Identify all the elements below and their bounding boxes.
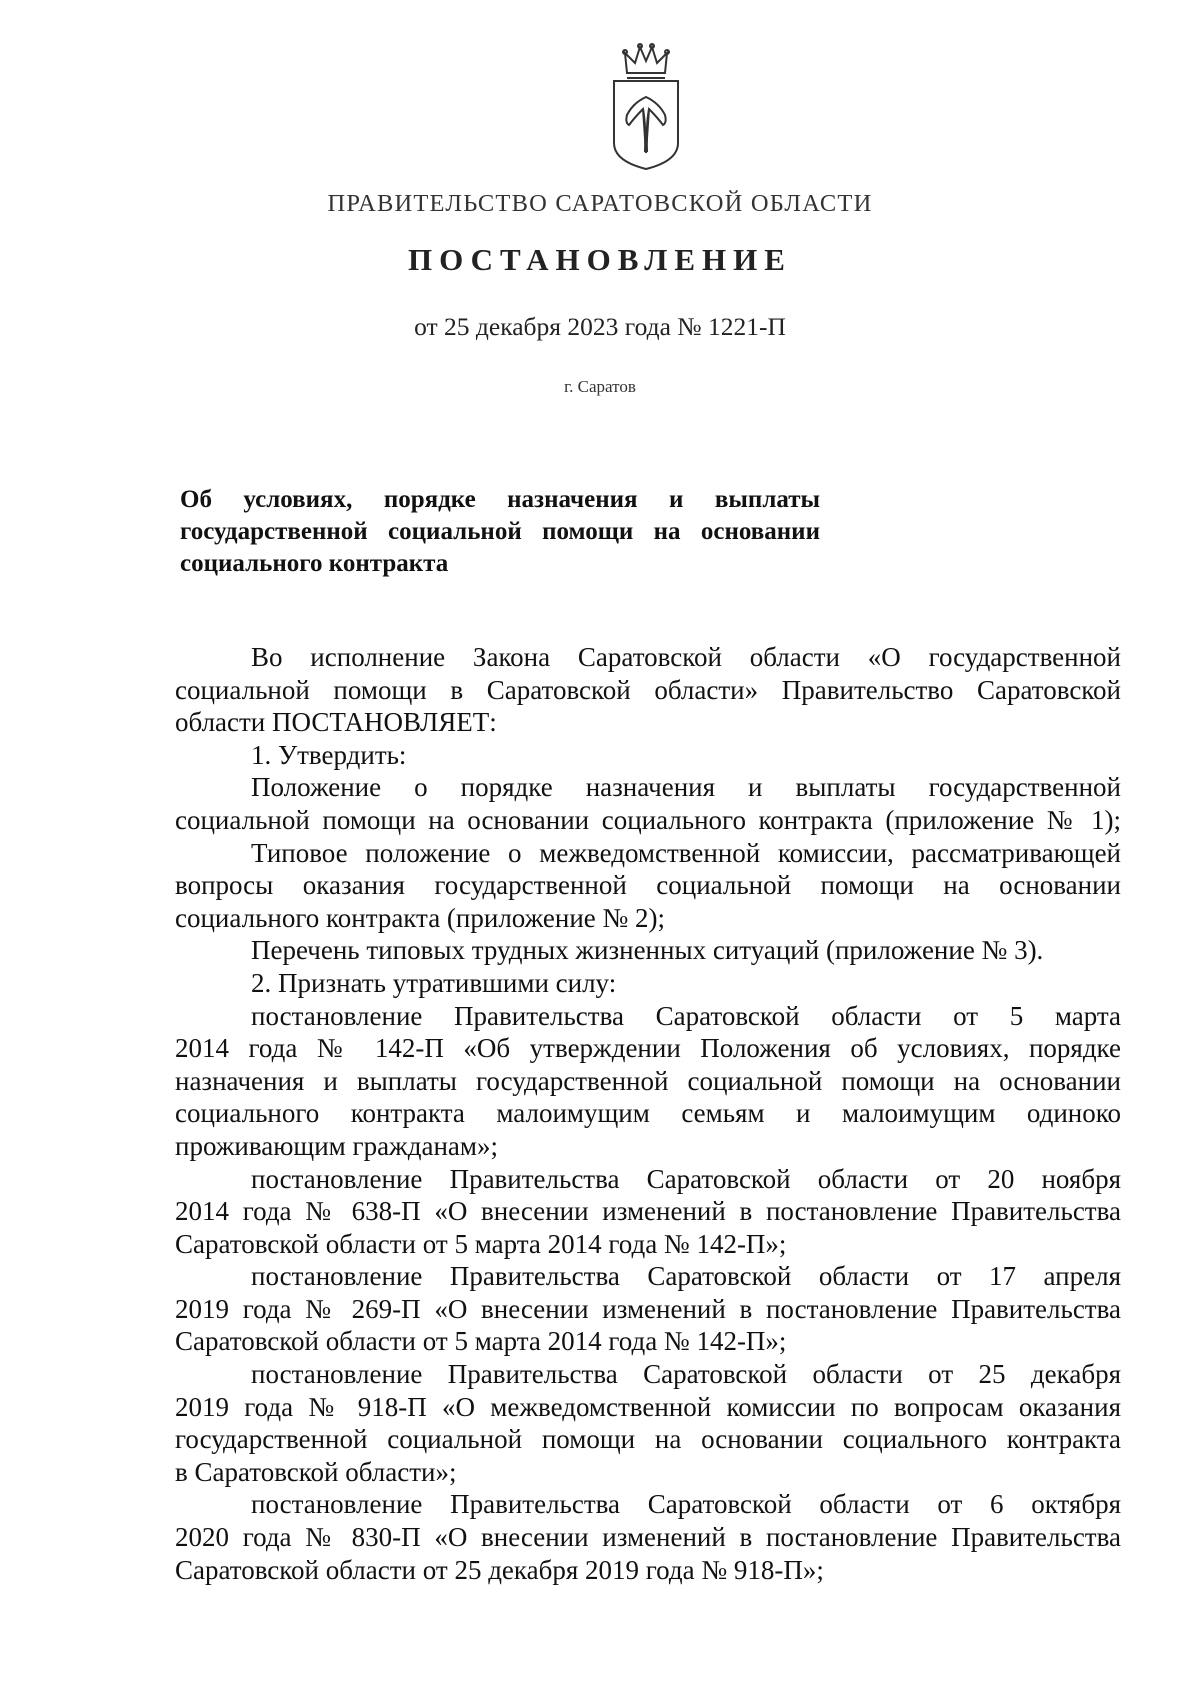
- document-body: [175, 641, 1121, 1586]
- body-line: Положение о порядке назначения и выплаты государственной: [251, 772, 1121, 803]
- title-line: государственной социальной помощи на основании: [180, 518, 820, 545]
- body-line: 2014 года № 638-П «О внесении изменений в постановление Правительства: [175, 1196, 1121, 1227]
- body-line: постановление Правительства Саратовской области от 17 апреля: [251, 1261, 1121, 1292]
- body-line: социального контракта (приложение № 2);: [175, 902, 666, 933]
- body-line: 2019 года № 918-П «О межведомственной комиссии по вопросам оказания: [175, 1391, 1121, 1422]
- body-line: Саратовской области от 5 марта 2014 года № 142-П»;: [175, 1228, 787, 1259]
- body-line: 2019 года № 269-П «О внесении изменений в постановление Правительства: [175, 1293, 1121, 1324]
- body-line: 2020 года № 830-П «О внесении изменений в постановление Правительства: [175, 1522, 1121, 1553]
- body-line: вопросы оказания государственной социальной помощи на основании: [175, 870, 1121, 901]
- body-line: постановление Правительства Саратовской области от 6 октября: [251, 1489, 1121, 1520]
- body-line: Во исполнение Закона Саратовской области «О государственной: [251, 642, 1121, 672]
- body-line: социальной помощи в Саратовской области» Правительство Саратовской: [175, 674, 1121, 705]
- body-line: социальной помощи на основании социального контракта (приложение № 1);: [175, 804, 1121, 835]
- title-line: социального контракта: [180, 550, 449, 577]
- coat-of-arms-icon: [605, 43, 687, 173]
- title-line: Об условиях, порядке назначения и выплаты: [180, 486, 820, 513]
- body-line: 2. Признать утратившими силу:: [251, 967, 617, 998]
- document-type: ПОСТАНОВЛЕНИЕ: [408, 242, 792, 277]
- document-title: [180, 484, 820, 580]
- government-name: ПРАВИТЕЛЬСТВО САРАТОВСКОЙ ОБЛАСТИ: [327, 190, 873, 217]
- body-line: назначения и выплаты государственной социальной помощи на основании: [175, 1065, 1121, 1096]
- body-line: 2014 года № 142-П «Об утверждении Положения об условиях, порядке: [175, 1033, 1121, 1064]
- body-line: проживающим гражданам»;: [175, 1130, 498, 1161]
- body-line: 1. Утвердить:: [251, 739, 407, 770]
- document-number-date: от 25 декабря 2023 года № 1221-П: [414, 312, 786, 341]
- body-line: Перечень типовых трудных жизненных ситуаций (приложение № 3).: [251, 935, 1044, 966]
- document-city: г. Саратов: [564, 377, 636, 396]
- body-line: области ПОСТАНОВЛЯЕТ:: [175, 707, 497, 738]
- body-line: постановление Правительства Саратовской области от 25 декабря: [251, 1359, 1121, 1390]
- body-line: Типовое положение о межведомственной комиссии, рассматривающей: [251, 837, 1121, 868]
- body-line: постановление Правительства Саратовской области от 20 ноября: [251, 1163, 1121, 1194]
- body-line: постановление Правительства Саратовской области от 5 марта: [251, 1000, 1121, 1031]
- body-line: Саратовской области от 5 марта 2014 года № 142-П»;: [175, 1326, 787, 1357]
- body-line: Саратовской области от 25 декабря 2019 года № 918-П»;: [175, 1554, 824, 1585]
- body-line: государственной социальной помощи на основании социального контракта: [175, 1424, 1121, 1455]
- body-line: в Саратовской области»;: [175, 1456, 457, 1487]
- body-line: социального контракта малоимущим семьям и малоимущим одиноко: [175, 1098, 1121, 1129]
